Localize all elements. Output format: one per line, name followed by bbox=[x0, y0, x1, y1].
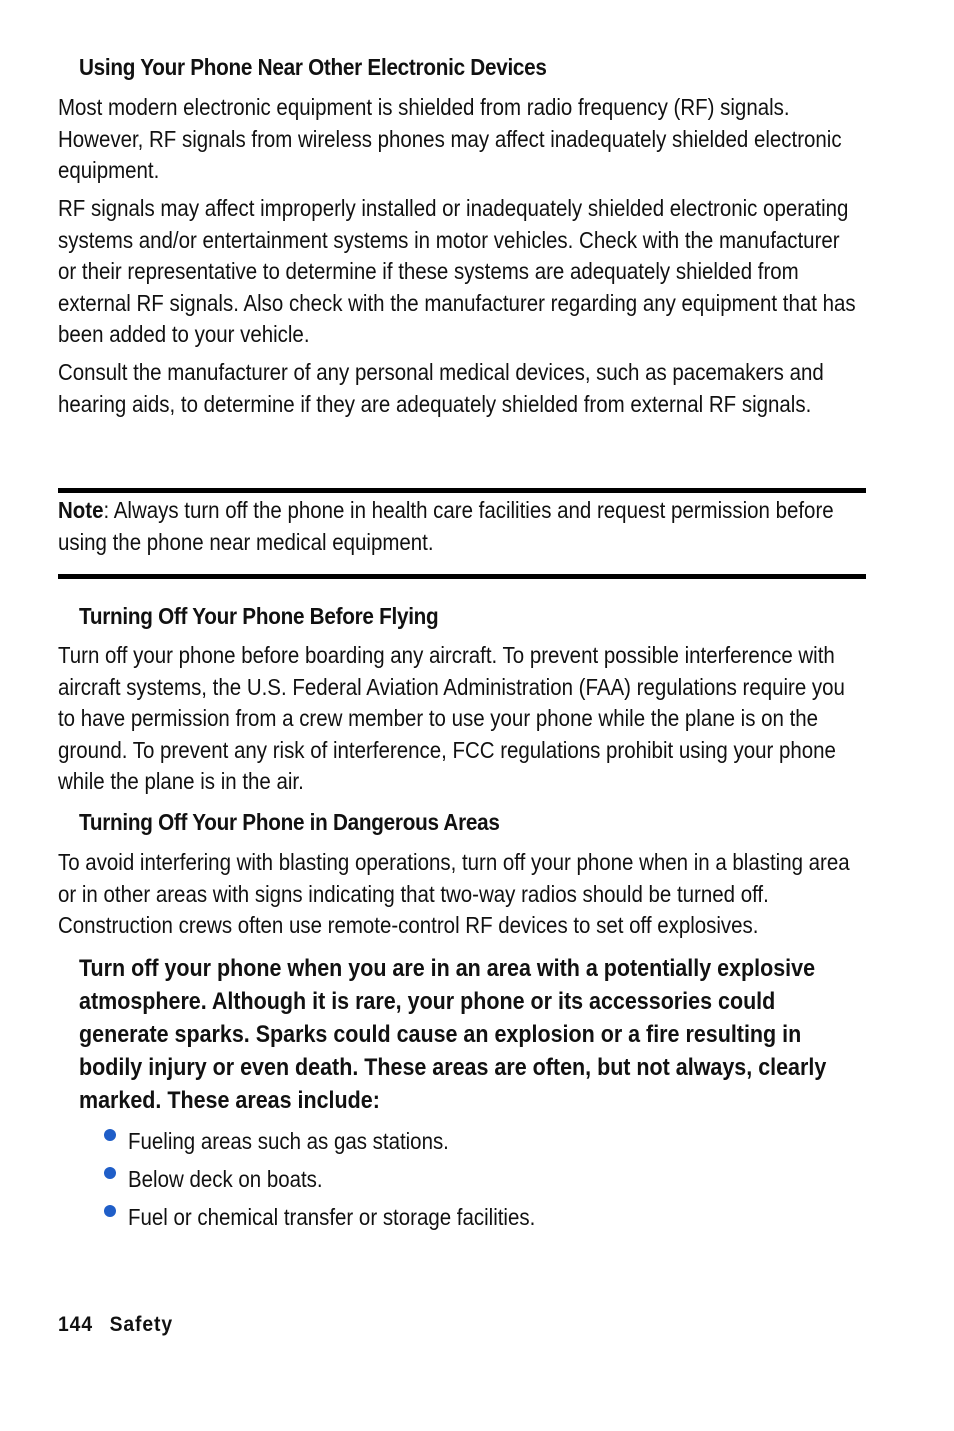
paragraph-rf-shielding: Most modern electronic equipment is shielded from radio frequency (RF) signals. However, RF signals from wireless phones may affect inadequately shielded electronic equipment. bbox=[58, 94, 842, 183]
paragraph-medical-devices: Consult the manufacturer of any personal medical devices, such as pacemakers and hearing aids, to determine if they are adequately shielded from external RF signals. bbox=[58, 359, 824, 417]
note-box bbox=[58, 494, 863, 558]
list-item-text: Below deck on boats. bbox=[128, 1166, 323, 1192]
bullet-dot-icon bbox=[104, 1167, 116, 1179]
paragraph-flying: Turn off your phone before boarding any aircraft. To prevent possible interference with aircraft systems, the U.S. Federal Aviation Administration (FAA) regulations require you to have permission from a crew member to use your phone while the plane is on the ground. To prevent any risk of interference, FCC regulations prohibit using your phone while the plane is in the air. bbox=[58, 642, 845, 794]
footer-section-title: Safety bbox=[109, 1313, 174, 1336]
paragraph-vehicle-systems: RF signals may affect improperly installed or inadequately shielded electronic operating systems and/or entertainment systems in motor vehicles. Check with the manufacturer or their representative to determine if these systems are adequately shielded from external RF signals. Also check with the manufacturer regarding any equipment that has been added to your vehicle. bbox=[58, 195, 856, 347]
heading-flying: Turning Off Your Phone Before Flying bbox=[79, 603, 439, 629]
explosive-warning: Turn off your phone when you are in an area with a potentially explosive atmosphere. Although it is rare, your phone or its accessories could generate sparks. Sparks could cause an explosion or a fire resulting in bodily injury or even death. These areas are often, but not always, clearly marked. These areas include: bbox=[79, 955, 827, 1114]
bullet-dot-icon bbox=[104, 1129, 116, 1141]
bullet-dot-icon bbox=[104, 1205, 116, 1217]
heading-dangerous-areas: Turning Off Your Phone in Dangerous Areas bbox=[79, 809, 500, 835]
list-item-text: Fueling areas such as gas stations. bbox=[128, 1128, 449, 1154]
page-footer bbox=[58, 1313, 173, 1337]
list-item-text: Fuel or chemical transfer or storage facilities. bbox=[128, 1204, 536, 1230]
note-text: : Always turn off the phone in health care facilities and request permission before using the phone near medical equipment. bbox=[58, 497, 834, 555]
note-bottom-rule bbox=[58, 574, 866, 579]
paragraph-blasting: To avoid interfering with blasting operations, turn off your phone when in a blasting area or in other areas with signs indicating that two-way radios should be turned off. Construction crews often use remote-control RF devices to set off explosives. bbox=[58, 849, 850, 938]
page-number: 144 bbox=[58, 1313, 94, 1336]
note-top-rule bbox=[58, 488, 866, 493]
heading-electronic-devices: Using Your Phone Near Other Electronic Devices bbox=[79, 54, 547, 80]
note-label: Note bbox=[58, 497, 104, 523]
